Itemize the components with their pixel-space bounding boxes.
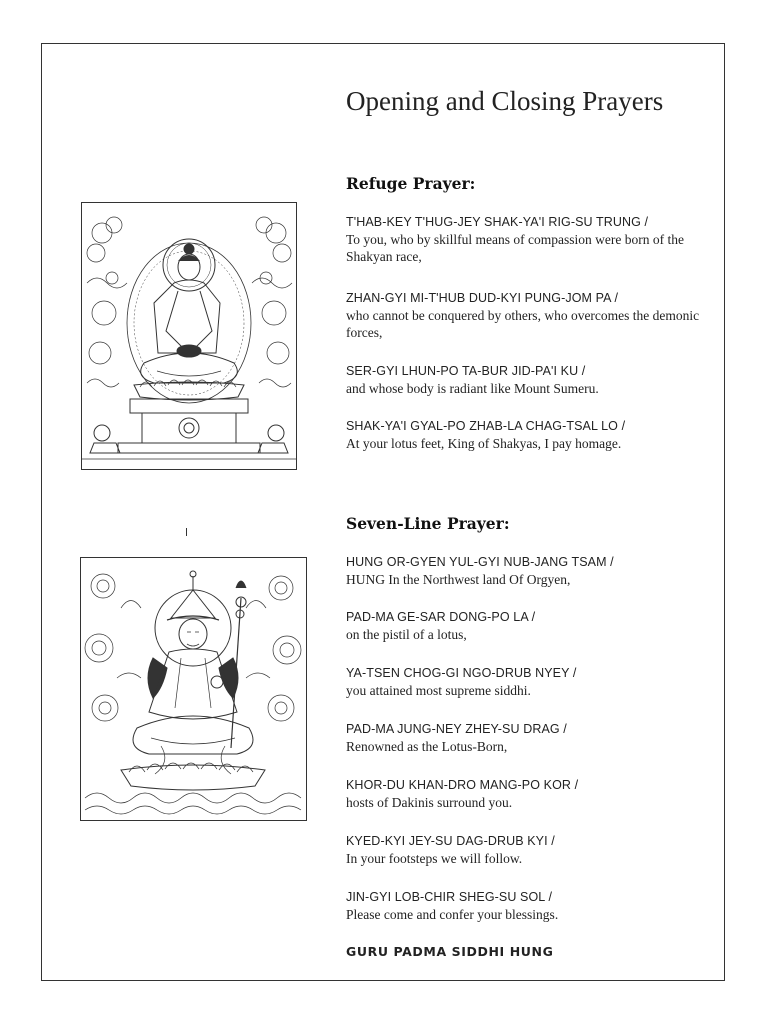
refuge-prayer-heading: Refuge Prayer: bbox=[346, 174, 476, 193]
verse-english: At your lotus feet, King of Shakyas, I pay homage. bbox=[346, 436, 622, 451]
refuge-verse-3 bbox=[346, 363, 716, 397]
verse-tibetan: SER-GYI LHUN-PO TA-BUR JID-PA'I KU / bbox=[346, 364, 586, 378]
seven-line-verse-3 bbox=[346, 665, 716, 699]
seven-line-verse-4 bbox=[346, 721, 716, 755]
verse-tibetan: HUNG OR-GYEN YUL-GYI NUB-JANG TSAM / bbox=[346, 555, 614, 569]
verse-tibetan: KHOR-DU KHAN-DRO MANG-PO KOR / bbox=[346, 778, 579, 792]
verse-english: To you, who by skillful means of compassion were born of the Shakyan race, bbox=[346, 232, 684, 264]
closing-mantra: GURU PADMA SIDDHI HUNG bbox=[346, 944, 554, 959]
seven-line-verse-7 bbox=[346, 889, 716, 923]
verse-tibetan: JIN-GYI LOB-CHIR SHEG-SU SOL / bbox=[346, 890, 553, 904]
verse-tibetan: KYED-KYI JEY-SU DAG-DRUB KYI / bbox=[346, 834, 555, 848]
refuge-verse-1 bbox=[346, 214, 716, 265]
verse-tibetan: YA-TSEN CHOG-GI NGO-DRUB NYEY / bbox=[346, 666, 577, 680]
verse-english: you attained most supreme siddhi. bbox=[346, 683, 531, 698]
verse-tibetan: SHAK-YA'I GYAL-PO ZHAB-LA CHAG-TSAL LO / bbox=[346, 419, 626, 433]
verse-english: Renowned as the Lotus-Born, bbox=[346, 739, 508, 754]
verse-english: and whose body is radiant like Mount Sumeru. bbox=[346, 381, 599, 396]
verse-english: Please come and confer your blessings. bbox=[346, 907, 559, 922]
buddha-illustration-icon bbox=[81, 202, 297, 470]
verse-tibetan: PAD-MA GE-SAR DONG-PO LA / bbox=[346, 610, 536, 624]
verse-tibetan: PAD-MA JUNG-NEY ZHEY-SU DRAG / bbox=[346, 722, 567, 736]
seven-line-verse-1 bbox=[346, 554, 716, 588]
padmasambhava-illustration-icon bbox=[80, 557, 307, 821]
verse-english: HUNG In the Northwest land Of Orgyen, bbox=[346, 572, 571, 587]
refuge-verse-2 bbox=[346, 290, 716, 341]
seven-line-verse-5 bbox=[346, 777, 716, 811]
seven-line-prayer-heading: Seven-Line Prayer: bbox=[346, 514, 510, 533]
verse-english: In your footsteps we will follow. bbox=[346, 851, 523, 866]
verse-tibetan: ZHAN-GYI MI-T'HUB DUD-KYI PUNG-JOM PA / bbox=[346, 291, 619, 305]
verse-english: on the pistil of a lotus, bbox=[346, 627, 467, 642]
verse-tibetan: T'HAB-KEY T'HUG-JEY SHAK-YA'I RIG-SU TRUNG / bbox=[346, 215, 649, 229]
small-tick-mark bbox=[186, 528, 187, 536]
seven-line-verse-6 bbox=[346, 833, 716, 867]
seven-line-verse-2 bbox=[346, 609, 716, 643]
page-title: Opening and Closing Prayers bbox=[346, 86, 664, 116]
refuge-verse-4 bbox=[346, 418, 716, 452]
verse-english: hosts of Dakinis surround you. bbox=[346, 795, 513, 810]
verse-english: who cannot be conquered by others, who overcomes the demonic forces, bbox=[346, 308, 700, 340]
